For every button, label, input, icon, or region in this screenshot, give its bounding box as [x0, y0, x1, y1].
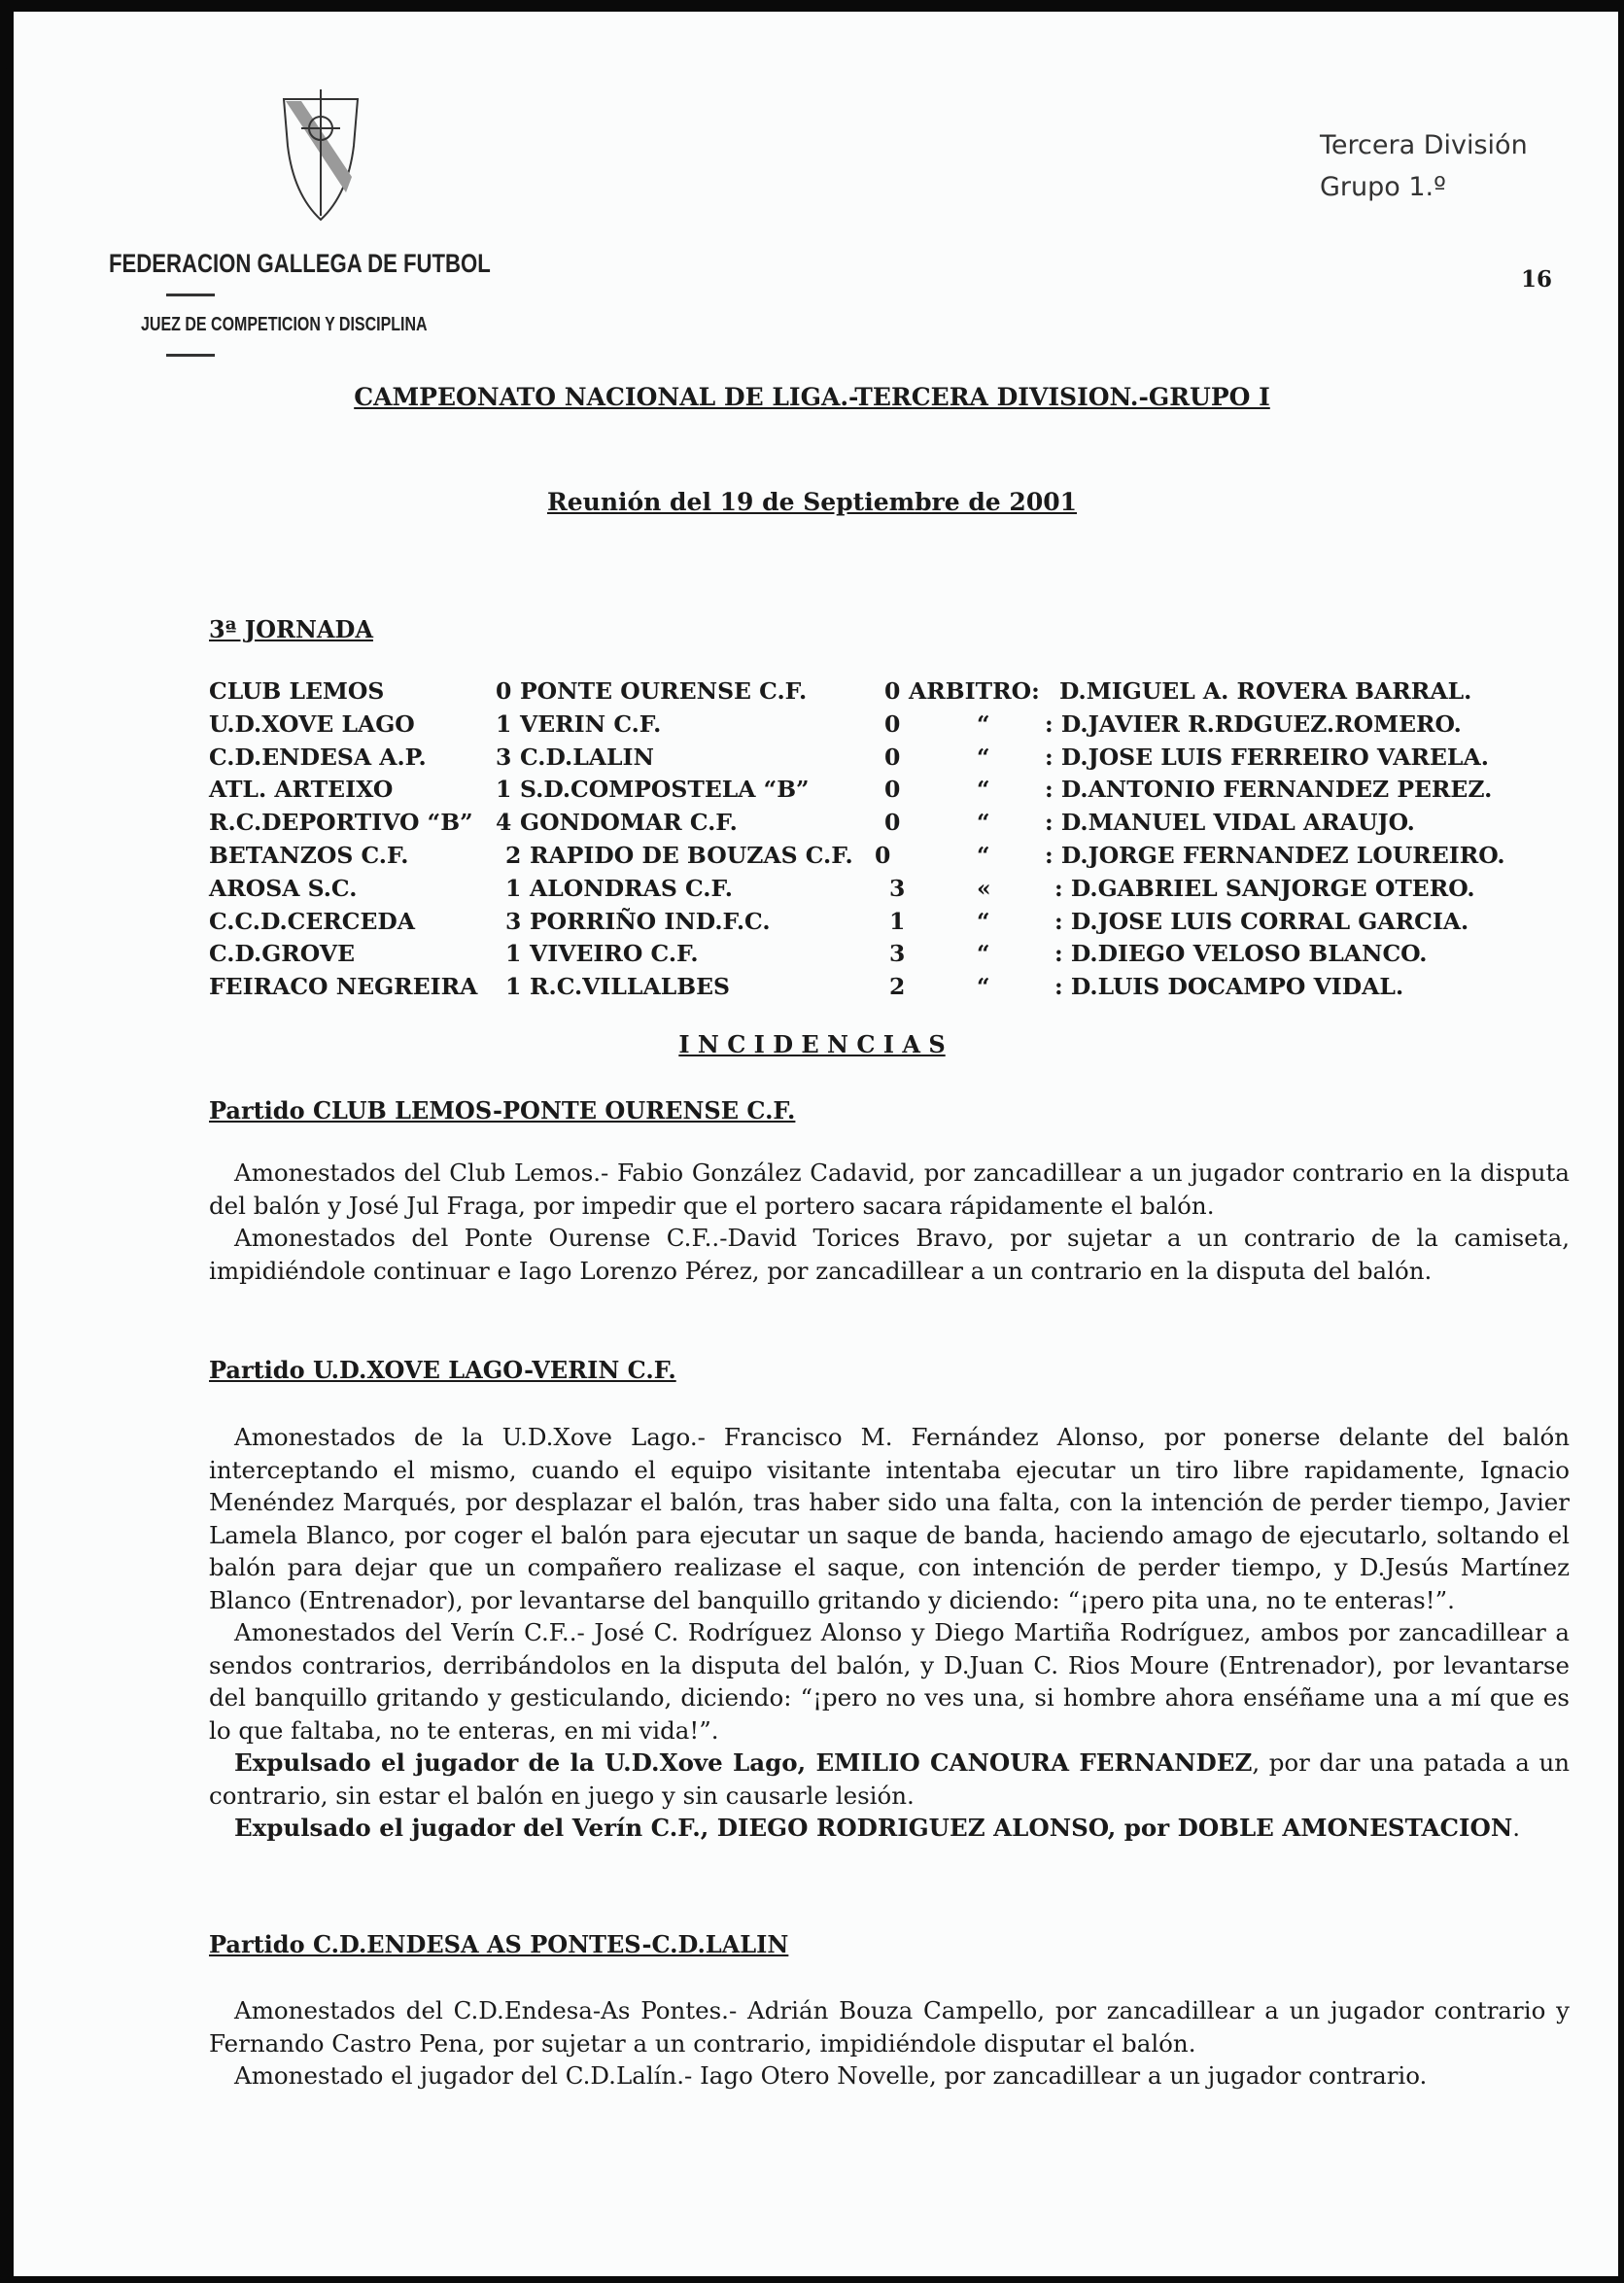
home-score: 1	[505, 940, 522, 968]
referee-name: : D.LUIS DOCAMPO VIDAL.	[1054, 973, 1404, 1001]
away-score: 0	[884, 776, 901, 804]
incident-paragraph	[209, 1812, 1570, 1845]
round-heading: 3ª JORNADA	[209, 615, 373, 643]
away-team: C.D.LALIN	[520, 743, 654, 771]
home-team: C.D.ENDESA A.P.	[209, 743, 427, 771]
away-team: VIVEIRO C.F.	[530, 940, 699, 968]
incident-paragraph	[209, 1157, 1570, 1222]
away-team: R.C.VILLALBES	[530, 973, 730, 1001]
home-score: 1	[496, 776, 512, 804]
incident-text	[209, 1994, 1570, 2093]
away-team: PORRIÑO IND.F.C.	[530, 907, 771, 935]
paragraph-text: Amonestados del Club Lemos.- Fabio González Cadavid, por zancadillear a un jugador contrario en la disputa del balón y José Jul Fraga, por impedir que el portero sacara rápidamente el balón.	[209, 1159, 1570, 1220]
away-score: 0	[875, 842, 891, 869]
away-score: 3	[889, 940, 906, 968]
meeting-date: Reunión del 19 de Septiembre de 2001	[546, 488, 1078, 516]
referee-name: : D.MANUEL VIDAL ARAUJO.	[1045, 809, 1415, 837]
away-team: GONDOMAR C.F.	[520, 809, 738, 837]
referee-name: : D.JOSE LUIS FERREIRO VARELA.	[1045, 743, 1489, 771]
referee-name: : D.GABRIEL SANJORGE OTERO.	[1054, 874, 1475, 902]
home-team: CLUB LEMOS	[209, 677, 385, 705]
match-heading: Partido CLUB LEMOS-PONTE OURENSE C.F.	[209, 1096, 796, 1124]
paragraph-text: , por dar una patada a un contrario, sin estar el balón en juego y sin causarle lesión.	[209, 1748, 1571, 1810]
away-team: S.D.COMPOSTELA “B”	[520, 776, 810, 804]
home-team: R.C.DEPORTIVO “B”	[209, 809, 473, 837]
referee-name: : D.JORGE FERNANDEZ LOUREIRO.	[1045, 842, 1505, 869]
incidents-heading: I N C I D E N C I A S	[678, 1030, 946, 1058]
away-team: ALONDRAS C.F.	[530, 874, 733, 902]
document-title: CAMPEONATO NACIONAL DE LIGA.-TERCERA DIVISION.-GRUPO I	[354, 383, 1270, 411]
page-number: 16	[1521, 266, 1553, 293]
away-score: 0	[884, 743, 901, 771]
home-score: 4	[496, 809, 512, 837]
referee-name: : D.DIEGO VELOSO BLANCO.	[1054, 940, 1428, 968]
paragraph-text: Amonestados del C.D.Endesa-As Pontes.- Adrián Bouza Campello, por zancadillear a un jugador contrario y Fernando Castro Pena, por sujetar a un contrario, impidiéndole disputar el balón.	[209, 1996, 1570, 2058]
referee-name: : D.JAVIER R.RDGUEZ.ROMERO.	[1045, 709, 1462, 738]
referee-name: : D.JOSE LUIS CORRAL GARCIA.	[1054, 907, 1469, 935]
away-team: PONTE OURENSE C.F.	[520, 677, 808, 705]
incident-paragraph	[209, 1747, 1570, 1812]
division-name: Tercera División	[1320, 130, 1528, 160]
home-team: C.C.D.CERCEDA	[209, 907, 416, 935]
division-label	[1320, 124, 1528, 208]
home-score: 0	[496, 677, 512, 705]
match-heading: Partido C.D.ENDESA AS PONTES-C.D.LALIN	[209, 1930, 789, 1958]
incident-text	[209, 1421, 1570, 1845]
home-score: 2	[505, 842, 522, 869]
paragraph-text: Amonestados de la U.D.Xove Lago.- Francisco M. Fernández Alonso, por ponerse delante del balón interceptando el mismo, cuando el equipo visitante intentaba ejecutar un tiro libre rapidamente, Ignacio Menéndez Marqués, por desplazar el balón, tras haber sido una falta, con la intención de perder tiempo, Javier Lamela Blanco, por coger el balón para ejecutar un saque de banda, haciendo amago de ejecutarlo, soltando el balón para dejar que un compañero realizase el saque, con intención de perder tiempo, y D.Jesús Martínez Blanco (Entrenador), por levantarse del banquillo gritando y diciendo: “¡pero pita una, no te enteras!”.	[209, 1423, 1570, 1614]
referee-label: «	[977, 874, 991, 902]
federation-name: FEDERACION GALLEGA DE FUTBOL	[109, 249, 491, 278]
incident-paragraph	[209, 1994, 1570, 2059]
home-score: 1	[505, 973, 522, 1001]
referee-label: “	[977, 709, 990, 738]
paragraph-text: Amonestados del Ponte Ourense C.F..-David Torices Bravo, por sujetar a un contrario de la camiseta, impidiéndole continuar e Iago Lorenzo Pérez, por zancadillear a un contrario en la disputa del balón.	[209, 1224, 1570, 1285]
sanction-text: Expulsado el jugador del Verín C.F., DIEGO RODRIGUEZ ALONSO, por DOBLE AMONESTACION	[234, 1814, 1513, 1842]
divider	[166, 294, 215, 296]
away-score: 0	[884, 709, 901, 738]
referee-label: “	[977, 842, 990, 869]
away-score: 2	[889, 973, 906, 1001]
home-team: AROSA S.C.	[209, 874, 358, 902]
away-score: 0	[884, 809, 901, 837]
referee-label: “	[977, 907, 990, 935]
divider	[166, 354, 215, 357]
home-score: 3	[496, 743, 512, 771]
away-score: 0	[884, 677, 901, 705]
home-score: 1	[505, 874, 522, 902]
away-team: RAPIDO DE BOUZAS C.F.	[530, 842, 853, 869]
home-team: BETANZOS C.F.	[209, 842, 409, 869]
referee-name: D.MIGUEL A. ROVERA BARRAL.	[1059, 677, 1472, 705]
referee-label: ARBITRO:	[909, 677, 1040, 705]
match-heading: Partido U.D.XOVE LAGO-VERIN C.F.	[209, 1356, 676, 1384]
incident-paragraph	[209, 1421, 1570, 1616]
referee-label: “	[977, 743, 990, 771]
home-team: U.D.XOVE LAGO	[209, 709, 415, 738]
referee-label: “	[977, 776, 990, 804]
paragraph-text: Amonestado el jugador del C.D.Lalín.- Iago Otero Novelle, por zancadillear a un jugador contrario.	[234, 2061, 1428, 2090]
incident-paragraph	[209, 1616, 1570, 1747]
incident-paragraph	[209, 2059, 1570, 2093]
group-name: Grupo 1.º	[1320, 172, 1446, 202]
paragraph-text: Amonestados del Verín C.F..- José C. Rodríguez Alonso y Diego Martiña Rodríguez, ambos por zancadillear a sendos contrarios, derribándolos en la disputa del balón, y D.Juan C. Rios Moure (Entrenador), por levantarse del banquillo gritando y gesticulando, diciendo: “¡pero no ves una, si hombre ahora enséñame una a mí que es lo que faltaba, no te enteras, en mi vida!”.	[209, 1618, 1570, 1745]
incident-text	[209, 1157, 1570, 1287]
federation-crest-logo	[280, 87, 362, 224]
home-team: FEIRACO NEGREIRA	[209, 973, 478, 1001]
referee-label: “	[977, 940, 990, 968]
away-score: 3	[889, 874, 906, 902]
committee-name: JUEZ DE COMPETICION Y DISCIPLINA	[141, 314, 428, 335]
referee-label: “	[977, 973, 990, 1001]
home-score: 1	[496, 709, 512, 738]
referee-label: “	[977, 809, 990, 837]
home-team: ATL. ARTEIXO	[209, 776, 394, 804]
home-score: 3	[505, 907, 522, 935]
away-score: 1	[889, 907, 906, 935]
sanction-text: Expulsado el jugador de la U.D.Xove Lago, EMILIO CANOURA FERNANDEZ	[234, 1748, 1253, 1777]
home-team: C.D.GROVE	[209, 940, 355, 968]
referee-name: : D.ANTONIO FERNANDEZ PEREZ.	[1045, 776, 1493, 804]
incident-paragraph	[209, 1222, 1570, 1287]
away-team: VERIN C.F.	[520, 709, 662, 738]
paragraph-text: .	[1512, 1814, 1521, 1842]
